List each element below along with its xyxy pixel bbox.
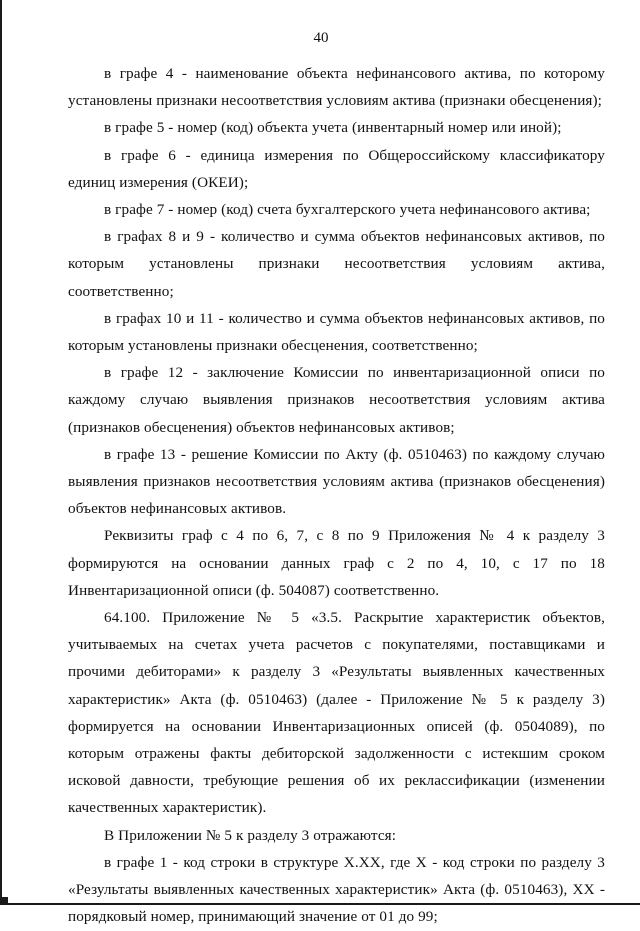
paragraph-column-5: в графе 5 - номер (код) объекта учета (инвентарный номер или иной); — [104, 119, 562, 137]
paragraph-column-4: в графе 4 - наименование объекта нефинансового актива, по которому установлены признаки несоответствия условиям актива (признаки обесценения); — [68, 65, 605, 110]
paragraph-column-13: в графе 13 - решение Комиссии по Акту (ф. 0510463) по каждому случаю выявления признаков несоответствия условиям актива (признаков обесценения) объектов нефинансовых активов. — [68, 445, 605, 518]
paragraph-column-1: в графе 1 - код строки в структуре X.XX, где X - код строки по разделу 3 «Результаты выявленных качественных характеристик» Акта (ф. 0510463), XX - порядковый номер, принимающий значение от 01 до 99; — [68, 853, 605, 926]
paragraph-columns-10-11: в графах 10 и 11 - количество и сумма объектов нефинансовых активов, по которым установлены признаки обесценения, соответственно; — [68, 309, 605, 355]
paragraph-64-100: 64.100. Приложение № 5 «3.5. Раскрытие характеристик объектов, учитываемых на счетах учета расчетов с покупателями, поставщиками и прочими дебиторами» к разделу 3 «Результаты выявленных качественных характеристик» Акта (ф. 0510463) (далее - Приложение № 5 к разделу 3) формируется на основании Инвентаризационных описей (ф. 0504089), по которым отражены факты дебиторской задолженности с истекшим сроком исковой давности, требующие решения об их реклассификации (изменении качественных характеристик). — [68, 609, 605, 817]
paragraph-column-7: в графе 7 - номер (код) счета бухгалтерского учета нефинансового актива; — [104, 201, 591, 219]
page-number: 40 — [313, 30, 329, 46]
paragraph-column-6: в графе 6 - единица измерения по Общероссийскому классификатору единиц измерения (ОКЕИ); — [68, 146, 605, 191]
scan-edge-mark — [2, 897, 8, 903]
paragraph-appendix-5-intro: В Приложении № 5 к разделу 3 отражаются: — [104, 826, 397, 844]
document-body — [68, 60, 605, 931]
paragraph-requisites: Реквизиты граф с 4 по 6, 7, с 8 по 9 Приложения № 4 к разделу 3 формируются на основании данных граф с 2 по 4, 10, с 17 по 18 Инвентаризационной описи (ф. 504087) соответственно. — [68, 527, 605, 599]
paragraph-column-12: в графе 12 - заключение Комиссии по инвентаризационной описи по каждому случаю выявления признаков несоответствия условиям актива (признаков обесценения) объектов нефинансовых активов; — [68, 364, 605, 436]
paragraph-columns-8-9: в графах 8 и 9 - количество и сумма объектов нефинансовых активов, по которым установлены признаки несоответствия условиям актива, соответственно; — [68, 228, 605, 300]
